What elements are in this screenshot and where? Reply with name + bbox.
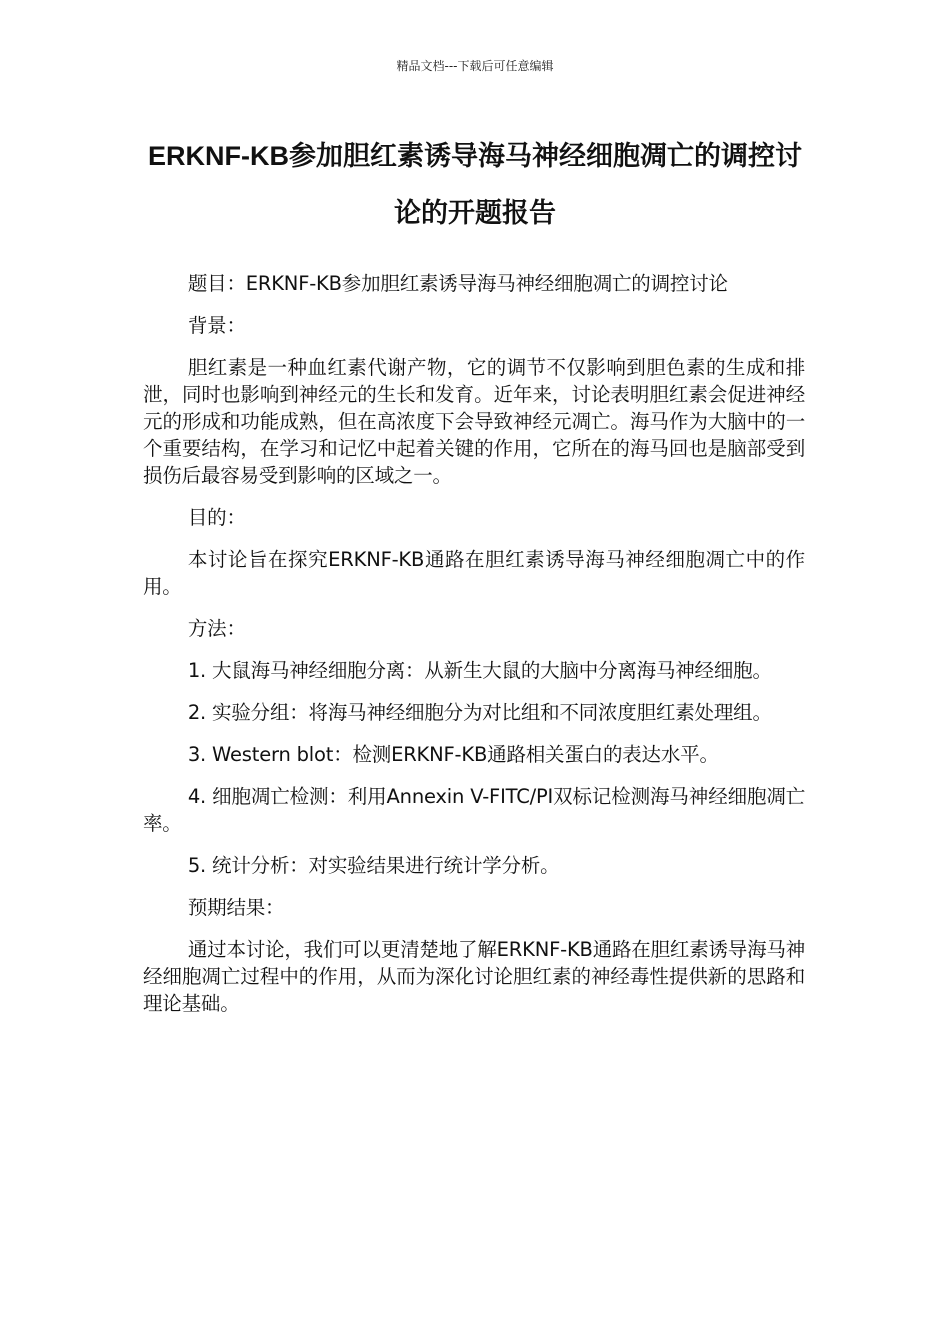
header-note: 精品文档---下载后可任意编辑 [396, 59, 554, 73]
expected-heading: 预期结果： [187, 896, 285, 919]
document-body [143, 270, 805, 1032]
method-item-5: 5. 统计分析：对实验结果进行统计学分析。 [187, 854, 560, 877]
method-item-1: 1. 大鼠海马神经细胞分离：从新生大鼠的大脑中分离海马神经细胞。 [187, 659, 772, 682]
method-heading: 方法： [187, 617, 246, 640]
purpose-heading: 目的： [187, 506, 246, 529]
background-heading: 背景： [187, 314, 246, 337]
method-item-3: 3. Western blot：检测ERKNF-KB通路相关蛋白的表达水平。 [187, 743, 719, 766]
document-title: ERKNF-KB参加胆红素诱导海马神经细胞凋亡的调控讨论的开题报告 [148, 141, 802, 228]
background-paragraph: 胆红素是一种血红素代谢产物，它的调节不仅影响到胆色素的生成和排泄，同时也影响到神经元的生长和发育。近年来，讨论表明胆红素会促进神经元的形成和功能成熟，但在高浓度下会导致神经元凋亡。海马作为大脑中的一个重要结构，在学习和记忆中起着关键的作用，它所在的海马回也是脑部受到损伤后最容易受到影响的区域之一。 [143, 356, 805, 487]
topic-paragraph: 题目：ERKNF-KB参加胆红素诱导海马神经细胞凋亡的调控讨论 [187, 272, 728, 295]
purpose-paragraph: 本讨论旨在探究ERKNF-KB通路在胆红素诱导海马神经细胞凋亡中的作用。 [143, 548, 805, 598]
method-item-4: 4. 细胞凋亡检测：利用Annexin V-FITC/PI双标记检测海马神经细胞凋亡率。 [143, 785, 805, 835]
method-item-2: 2. 实验分组：将海马神经细胞分为对比组和不同浓度胆红素处理组。 [187, 701, 772, 724]
expected-paragraph: 通过本讨论，我们可以更清楚地了解ERKNF-KB通路在胆红素诱导海马神经细胞凋亡过程中的作用，从而为深化讨论胆红素的神经毒性提供新的思路和理论基础。 [143, 938, 806, 1015]
